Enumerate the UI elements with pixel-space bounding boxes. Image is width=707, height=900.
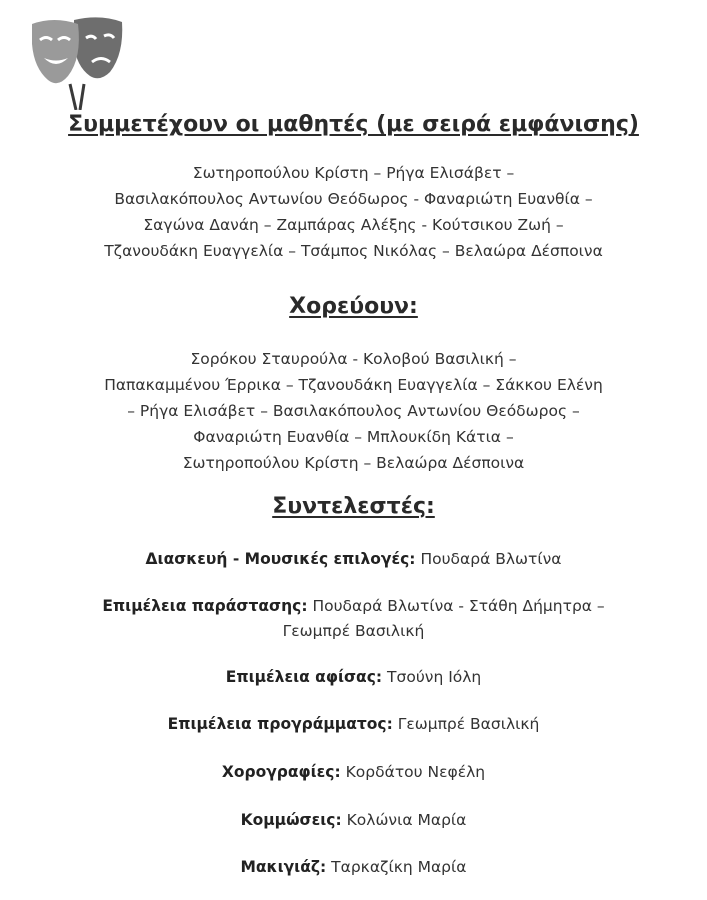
dancers-line: Σορόκου Σταυρούλα - Κολοβού Βασιλική – <box>190 350 517 368</box>
credit-names: Ταρκαζίκη Μαρία <box>331 858 467 876</box>
credit-role: Κομμώσεις: <box>240 811 342 829</box>
credit-names: Γεωμπρέ Βασιλική <box>397 715 540 733</box>
students-line: Σωτηροπούλου Κρίστη – Ρήγα Ελισάβετ – <box>192 164 515 182</box>
credit-names: Τσούνη Ιόλη <box>387 668 482 686</box>
credit-role: Επιμέλεια αφίσας: <box>225 668 383 686</box>
credit-names: Κολώνια Μαρία <box>346 811 467 829</box>
students-line: Βασιλακόπουλος Αντωνίου Θεόδωρος - Φαναριώτη Ευανθία – <box>114 190 593 208</box>
credit-poster <box>0 665 707 690</box>
credits-heading: Συντελεστές: <box>272 494 435 519</box>
theatre-masks-icon <box>30 14 126 110</box>
students-list <box>0 160 707 264</box>
credit-direction <box>0 594 707 644</box>
credit-names: Κορδάτου Νεφέλη <box>345 763 486 781</box>
dancers-line: Φαναριώτη Ευανθία – Μπλουκίδη Κάτια – <box>193 428 514 446</box>
dancers-line: Σωτηροπούλου Κρίστη – Βελαώρα Δέσποινα <box>182 454 525 472</box>
students-line: Τζανουδάκη Ευαγγελία – Τσάμπος Νικόλας – Βελαώρα Δέσποινα <box>104 242 603 260</box>
credit-makeup <box>0 855 707 880</box>
credit-role: Επιμέλεια παράστασης: <box>102 597 308 615</box>
credit-arrangement <box>0 547 707 572</box>
dancers-line: Παπακαμμένου Έρρικα – Τζανουδάκη Ευαγγελία – Σάκκου Ελένη <box>104 376 603 394</box>
credit-role: Διασκευή - Μουσικές επιλογές: <box>145 550 416 568</box>
credit-hair <box>0 808 707 833</box>
dancers-heading: Χορεύουν: <box>289 294 418 319</box>
credit-names: Πουδαρά Βλωτίνα <box>420 550 562 568</box>
credit-programme <box>0 712 707 737</box>
students-line: Σαγώνα Δανάη – Ζαμπάρας Αλέξης - Κούτσικου Ζωή – <box>143 216 564 234</box>
credit-role: Επιμέλεια προγράμματος: <box>167 715 393 733</box>
credit-names: Πουδαρά Βλωτίνα - Στάθη Δήμητρα – <box>312 597 605 615</box>
dancers-line: – Ρήγα Ελισάβετ – Βασιλακόπουλος Αντωνίου Θεόδωρος – <box>127 402 580 420</box>
credit-choreography <box>0 760 707 785</box>
students-heading: Συμμετέχουν οι μαθητές (με σειρά εμφάνισης) <box>68 112 639 137</box>
credit-role: Μακιγιάζ: <box>240 858 327 876</box>
dancers-list <box>0 346 707 476</box>
credit-names: Γεωμπρέ Βασιλική <box>282 622 425 640</box>
credit-role: Χορογραφίες: <box>221 763 341 781</box>
